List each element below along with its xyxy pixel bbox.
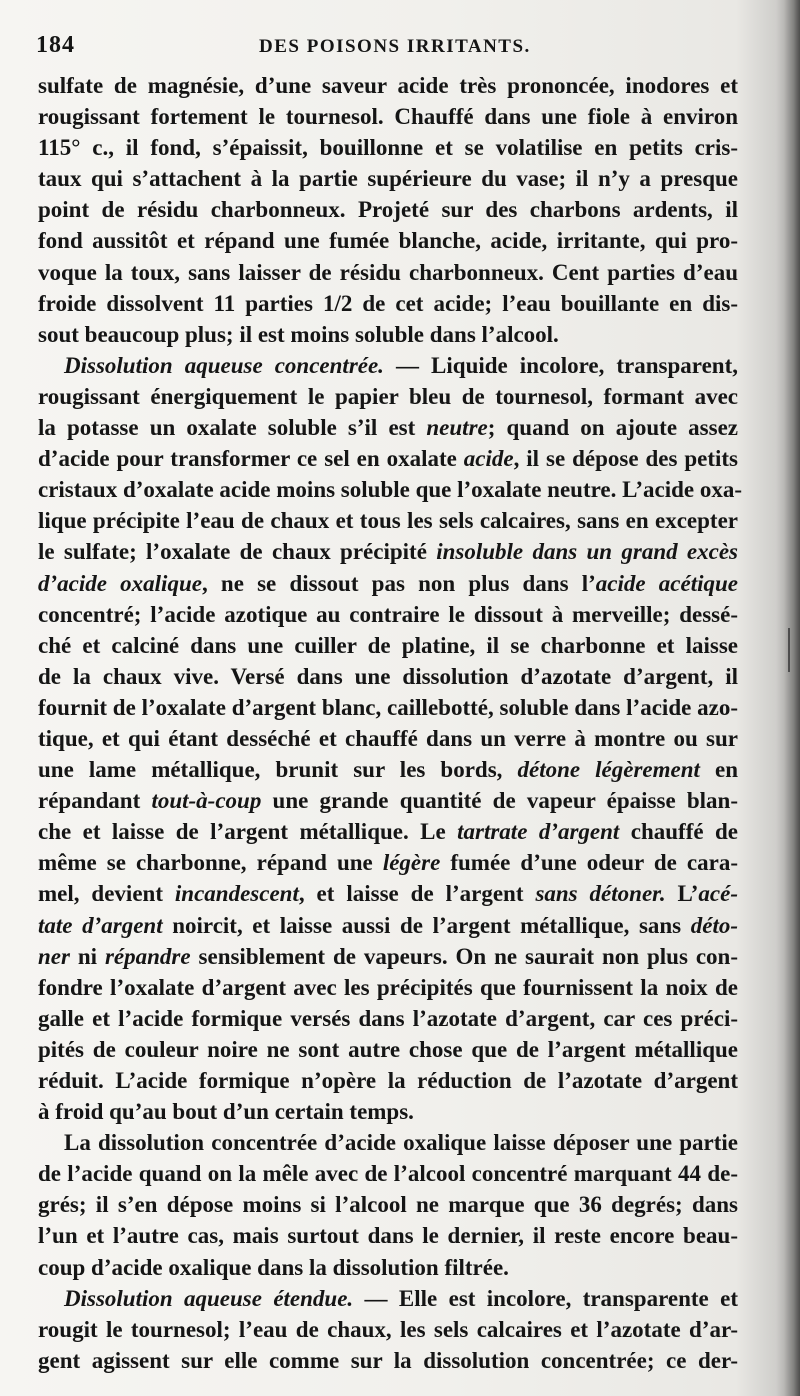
text-line: [38, 1283, 738, 1314]
text-segment: galle et l’acide formique versés dans l’azotate d’argent, car ces préci-: [38, 1005, 738, 1031]
text-segment: sensiblement de vapeurs. On ne saurait non plus con-: [190, 943, 738, 969]
text-segment: pités de couleur noire ne sont autre chose que de l’argent métallique: [38, 1036, 738, 1062]
text-segment: sulfate de magnésie, d’une saveur acide très prononcée, inodores et: [38, 73, 738, 98]
text-line: [38, 319, 738, 350]
italic-text: d’acide oxalique: [38, 570, 202, 596]
text-segment: mel, devient: [38, 881, 175, 907]
italic-text: insoluble dans un grand excès: [436, 539, 738, 565]
text-segment: une grande quantité de vapeur épaisse blan-: [261, 788, 738, 814]
text-line: [38, 257, 738, 288]
text-segment: de la chaux vive. Versé dans une dissolution d’azotate d’argent, il: [38, 663, 738, 689]
text-segment: ; quand on ajoute assez: [487, 415, 738, 441]
text-line: [38, 412, 738, 443]
italic-text: acide: [463, 446, 514, 472]
italic-text: tartrate d’argent: [457, 819, 620, 845]
italic-text: détone légèrement: [517, 757, 700, 783]
text-line: [38, 941, 738, 972]
text-line: [38, 1158, 738, 1189]
page-number: 184: [36, 32, 75, 58]
text-line: [38, 847, 738, 878]
text-line: [38, 692, 738, 723]
text-segment: l’un et l’autre cas, mais surtout dans le dernier, il reste encore beau-: [38, 1223, 738, 1249]
text-line: [38, 1252, 738, 1283]
text-segment: voque la toux, sans laisser de résidu charbonneux. Cent parties d’eau: [38, 259, 738, 285]
text-line: [38, 225, 738, 256]
text-line: [38, 1003, 738, 1034]
text-segment: ni: [69, 943, 105, 969]
text-line: [38, 754, 738, 785]
text-segment: — Liquide incolore, transparent,: [383, 352, 738, 378]
text-segment: le sulfate; l’oxalate de chaux précipité: [38, 539, 437, 565]
text-line: [38, 1127, 738, 1158]
text-line: [38, 132, 738, 163]
text-line: [38, 723, 738, 754]
text-segment: grés; il s’en dépose moins si l’alcool ne marque que 36 degrés; dans: [38, 1192, 738, 1218]
text-line: [38, 536, 738, 567]
text-segment: sout beaucoup plus; il est moins soluble dans l’alcool.: [38, 321, 559, 347]
text-segment: fond aussitôt et répand une fumée blanche, acide, irritante, qui pro-: [38, 228, 738, 254]
text-segment: de l’acide quand on la mêle avec de l’alcool concentré marquant 44 de-: [38, 1161, 738, 1187]
text-segment: réduit. L’acide formique n’opère la réduction de l’azotate d’argent: [38, 1068, 738, 1093]
italic-text: neutre: [426, 415, 488, 441]
text-segment: en: [699, 757, 738, 783]
text-line: [38, 1314, 738, 1345]
text-segment: L’: [665, 881, 699, 907]
text-line: [38, 443, 738, 474]
italic-text: sans détoner.: [535, 881, 666, 907]
text-line: [38, 288, 738, 319]
text-segment: fumée d’une odeur de cara-: [440, 850, 738, 876]
italic-text: tout-à-coup: [151, 788, 262, 814]
italic-text: déto-: [690, 912, 739, 938]
text-line: [38, 785, 738, 816]
text-line: [38, 1065, 738, 1096]
text-segment: La dissolution concentrée d’acide oxalique laisse déposer une partie: [64, 1130, 738, 1156]
italic-text: répandre: [104, 943, 191, 969]
text-segment: taux qui s’attachent à la partie supérieure du vase; il n’y a presque: [38, 166, 738, 192]
text-segment: tique, et qui étant desséché et chauffé dans un verre à montre ou sur: [38, 725, 738, 751]
text-line: [38, 910, 738, 941]
text-segment: , ne se dissout pas non plus dans l’: [201, 570, 596, 596]
text-segment: rougit le tournesol; l’eau de chaux, les sels calcaires et l’azotate d’ar-: [38, 1316, 738, 1342]
text-segment: à froid qu’au bout d’un certain temps.: [38, 1099, 414, 1125]
text-segment: même se charbonne, répand une: [38, 850, 383, 876]
text-segment: lique précipite l’eau de chaux et tous les sels calcaires, sans en excepter: [38, 508, 738, 534]
text-segment: , il se dépose des petits: [513, 446, 739, 472]
italic-text: ner: [38, 943, 70, 969]
text-segment: point de résidu charbonneux. Projeté sur des charbons ardents, il: [38, 197, 738, 223]
text-segment: , et laisse de l’argent: [298, 881, 536, 907]
text-segment: gent agissent sur elle comme sur la dissolution concentrée; ce der-: [38, 1347, 738, 1373]
text-segment: répandant: [38, 788, 152, 814]
italic-text: Dissolution aqueuse concentrée.: [64, 352, 384, 378]
text-segment: une lame métallique, brunit sur les bords,: [38, 757, 518, 783]
text-line: [38, 661, 738, 692]
text-line: [38, 878, 738, 909]
text-segment: cristaux d’oxalate acide moins soluble que l’oxalate neutre. L’acide oxa-: [38, 477, 743, 503]
body-text: [38, 70, 743, 1376]
running-head: DES POISONS IRRITANTS.: [259, 36, 531, 57]
text-segment: concentré; l’acide azotique au contraire le dissout à merveille; dessé-: [38, 601, 738, 627]
italic-text: tate d’argent: [38, 912, 163, 938]
page-header: [36, 32, 726, 66]
text-line: [38, 630, 738, 661]
text-line: [38, 599, 738, 630]
text-segment: noircit, et laisse aussi de l’argent métallique, sans: [162, 912, 691, 938]
text-line: [38, 194, 738, 225]
text-segment: 115° c., il fond, s’épaissit, bouillonne et se volatilise en petits cris-: [38, 135, 738, 161]
text-segment: che et laisse de l’argent métallique. Le: [38, 819, 458, 845]
text-line: [38, 163, 738, 194]
text-line: [38, 1096, 738, 1127]
text-line: [38, 816, 738, 847]
text-line: [38, 1220, 738, 1251]
text-line: [38, 505, 738, 536]
text-line: [38, 568, 738, 599]
italic-text: incandescent: [174, 881, 299, 907]
text-line: [38, 1034, 738, 1065]
text-segment: d’acide pour transformer ce sel en oxalate: [38, 446, 464, 472]
text-line: [38, 1189, 738, 1220]
page-edge-shadow: [784, 0, 800, 1396]
italic-text: acide acétique: [595, 570, 738, 596]
text-segment: fondre l’oxalate d’argent avec les précipités que fournissent la noix de: [38, 974, 738, 1000]
text-line: [38, 101, 738, 132]
text-segment: ché et calciné dans une cuiller de platine, il se charbonne et laisse: [38, 632, 738, 658]
italic-text: Dissolution aqueuse étendue.: [64, 1285, 354, 1311]
text-line: [38, 70, 738, 101]
text-segment: la potasse un oxalate soluble s’il est: [38, 415, 427, 441]
text-segment: froide dissolvent 11 parties 1/2 de cet acide; l’eau bouillante en dis-: [38, 290, 738, 316]
text-segment: rougissant énergiquement le papier bleu de tournesol, formant avec: [38, 383, 738, 409]
text-line: [38, 1345, 738, 1376]
italic-text: acé-: [698, 881, 738, 907]
text-line: [38, 474, 743, 505]
text-segment: coup d’acide oxalique dans la dissolution filtrée.: [38, 1254, 509, 1280]
text-segment: — Elle est incolore, transparente et: [353, 1285, 738, 1311]
text-line: [38, 972, 738, 1003]
text-segment: fournit de l’oxalate d’argent blanc, caillebotté, soluble dans l’acide azo-: [38, 694, 738, 720]
text-line: [38, 381, 738, 412]
text-line: [38, 350, 738, 381]
text-segment: rougissant fortement le tournesol. Chauffé dans une fiole à environ: [38, 104, 738, 130]
italic-text: légère: [382, 850, 441, 876]
text-segment: chauffé de: [619, 819, 738, 845]
